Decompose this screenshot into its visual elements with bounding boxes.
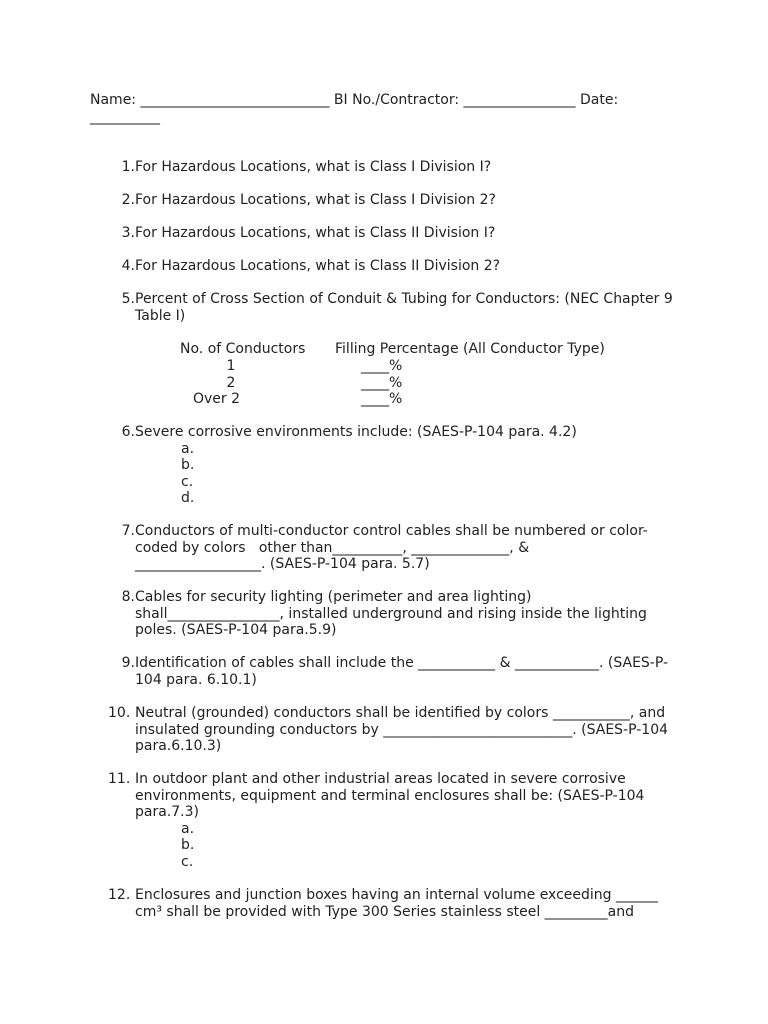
question-number: 7. [121, 523, 135, 539]
answer-option: c. [181, 474, 194, 490]
question-text: Conductors of multi-conductor control cables shall be numbered or color- coded by colors other than__________, ______________, & __________________. (SAES-P-104 para. 5.7) [135, 523, 648, 573]
question-1 [108, 159, 693, 176]
question-number: 12. [108, 887, 131, 903]
question-8 [108, 589, 693, 639]
question-number: 9. [121, 655, 135, 671]
answer-option: b. [181, 837, 195, 853]
question-number: 8. [121, 589, 135, 605]
answer-option: a. [181, 441, 195, 457]
question-number: 1. [121, 159, 135, 175]
header-line-2: __________ [90, 108, 160, 125]
question-text: Percent of Cross Section of Conduit & Tubing for Conductors: (NEC Chapter 9 Table I) [135, 291, 673, 324]
question-4 [108, 258, 693, 275]
question-text: Enclosures and junction boxes having an internal volume exceeding ______ cm³ shall be provided with Type 300 Series stainless steel _________and [135, 887, 659, 920]
question-number: 3. [121, 225, 135, 241]
col-filling-percentage: Filling Percentage (All Conductor Type) [335, 341, 605, 357]
table-row-n: 2 [226, 375, 236, 391]
answer-option: d. [181, 490, 195, 506]
question-11 [108, 771, 693, 821]
col-no-of-conductors: No. of Conductors [180, 341, 306, 357]
question-2 [108, 192, 693, 209]
question-6 [108, 424, 693, 441]
header-line-1: Name: ___________________________ BI No./Contractor: ________________ Date: [90, 92, 619, 108]
question-12 [108, 887, 693, 920]
question-number: 2. [121, 192, 135, 208]
question-text: For Hazardous Locations, what is Class II Division 2? [135, 258, 501, 274]
question-number: 4. [121, 258, 135, 274]
table-row-p: ____% [361, 375, 403, 391]
question-number: 11. [108, 771, 131, 787]
question-text: In outdoor plant and other industrial areas located in severe corrosive environments, equipment and terminal enclosures shall be: (SAES-P-104 para.7.3) [135, 771, 645, 821]
table-row-n: Over 2 [193, 391, 241, 407]
question-text: Neutral (grounded) conductors shall be identified by colors ___________, and insulated grounding conductors by ___________________________. (SAES-P-104 para.6.10.3) [135, 705, 669, 755]
header-fields [90, 92, 690, 125]
question-text: For Hazardous Locations, what is Class I Division 2? [135, 192, 496, 208]
question-number: 5. [121, 291, 135, 307]
question-3 [108, 225, 693, 242]
question-text: Identification of cables shall include the ___________ & ____________. (SAES-P- 104 para. 6.10.1) [135, 655, 669, 688]
question-5 [108, 291, 693, 324]
question-number: 6. [121, 424, 135, 440]
question-text: Severe corrosive environments include: (SAES-P-104 para. 4.2) [135, 424, 577, 440]
answer-option: c. [181, 854, 194, 870]
table-row-n: 1 [226, 358, 236, 374]
answer-option: a. [181, 821, 195, 837]
table-row-p: ____% [361, 391, 403, 407]
answer-option: b. [181, 457, 195, 473]
question-text: Cables for security lighting (perimeter and area lighting) shall________________, installed underground and rising inside the lighting poles. (SAES-P-104 para.5.9) [135, 589, 647, 639]
question-9 [108, 655, 693, 688]
question-number: 10. [108, 705, 131, 721]
question-10 [108, 705, 693, 755]
question-text: For Hazardous Locations, what is Class I Division I? [135, 159, 492, 175]
conductor-table-header-2 [335, 341, 605, 358]
question-7 [108, 523, 693, 573]
conductor-table-header [180, 341, 305, 358]
question-text: For Hazardous Locations, what is Class II Division I? [135, 225, 496, 241]
table-row-p: ____% [361, 358, 403, 374]
